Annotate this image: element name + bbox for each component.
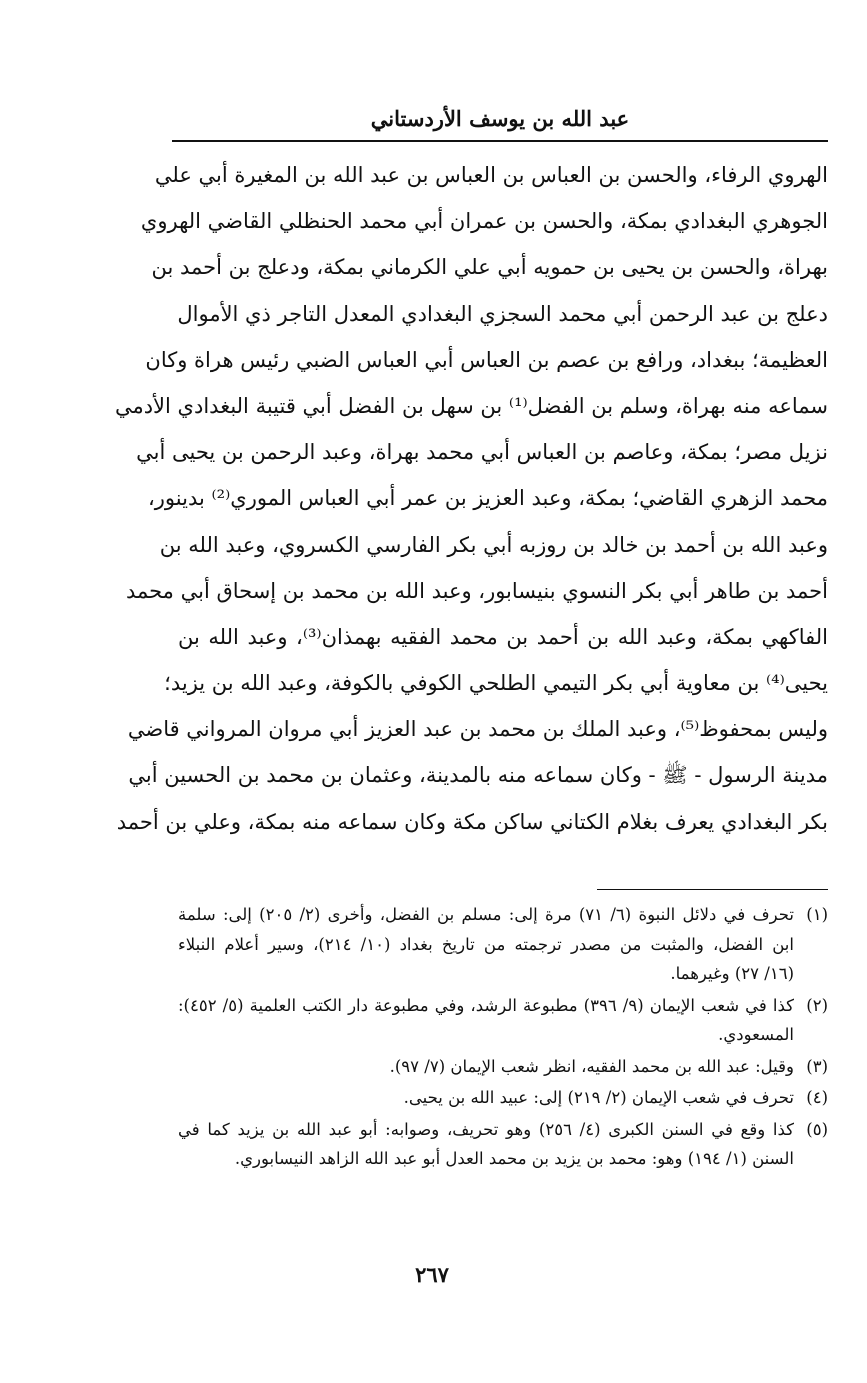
footnote-line: وقيل: عبد الله بن محمد الفقيه، انظر شعب الإيمان (٧/ ٩٧). — [389, 1056, 794, 1076]
footnote-number: (١) — [806, 905, 828, 924]
main-text — [114, 152, 828, 845]
footnote-number: (٣) — [806, 1056, 828, 1076]
text-line: محمد الزهري القاضي؛ بمكة، وعبد العزيز بن عمر أبي العباس الموري⁽²⁾ بدينور، — [148, 486, 828, 511]
text-line: أحمد بن طاهر أبي بكر النسوي بنيسابور، وعبد الله بن محمد بن إسحاق أبي محمد — [125, 578, 828, 603]
footnote-line: ابن الفضل، والمثبت من مصدر ترجمته من تاريخ بغداد (١٠/ ٢١٤)، وسير أعلام النبلاء — [178, 934, 794, 954]
text-line: وليس بمحفوظ⁽⁵⁾، وعبد الملك بن محمد بن عبد العزيز أبي مروان المرواني قاضي — [127, 717, 828, 742]
footnote-line: كذا وقع في السنن الكبرى (٤/ ٢٥٦) وهو تحريف، وصوابه: أبو عبد الله بن يزيد كما في — [178, 1119, 794, 1139]
footnote-1 — [178, 900, 828, 989]
text-line: بكر البغدادي يعرف بغلام الكتاني ساكن مكة وكان سماعه منه بمكة، وعلي بن أحمد — [116, 809, 828, 834]
footnote-line: المسعودي. — [718, 1025, 794, 1044]
text-line: الجوهري البغدادي بمكة، والحسن بن عمران أبي محمد الحنظلي القاضي الهروي — [140, 209, 828, 234]
footnote-line: كذا في شعب الإيمان (٩/ ٣٩٦) مطبوعة الرشد، وفي مطبوعة دار الكتب العلمية (٥/ ٤٥٢): — [178, 995, 794, 1015]
footnote-line: السنن (١/ ١٩٤) وهو: محمد بن يزيد بن محمد العدل أبو عبد الله الزاهد النيسابوري. — [234, 1149, 794, 1168]
text-line: بهراة، والحسن بن يحيى بن حمويه أبي علي الكرماني بمكة، ودعلج بن أحمد بن — [151, 255, 828, 280]
footnote-line: تحرف في شعب الإيمان (٢/ ٢١٩) إلى: عبيد الله بن يحيى. — [403, 1088, 794, 1107]
running-head: عبد الله بن يوسف الأردستاني — [370, 106, 630, 131]
footnote-line: تحرف في دلائل النبوة (٦/ ٧١) مرة إلى: مسلم بن الفضل، وأخرى (٢/ ٢٠٥) إلى: سلمة — [178, 905, 794, 924]
text-line: الفاكهي بمكة، وعبد الله بن أحمد بن محمد الفقيه بهمذان⁽³⁾، وعبد الله بن — [178, 624, 828, 649]
header-rule — [172, 140, 828, 142]
text-line: الهروي الرفاء، والحسن بن العباس بن العباس بن عبد الله بن المغيرة أبي علي — [154, 163, 828, 187]
text-line: يحيى⁽⁴⁾ بن معاوية أبي بكر التيمي الطلحي الكوفي بالكوفة، وعبد الله بن يزيد؛ — [164, 671, 828, 696]
text-line: العظيمة؛ ببغداد، ورافع بن عصم بن العباس أبي العباس الضبي رئيس هراة وكان — [145, 347, 828, 372]
footnotes — [178, 900, 828, 1174]
footnote-number: (٤) — [806, 1088, 828, 1107]
footnote-number: (٥) — [806, 1119, 828, 1139]
footnote-2 — [178, 991, 828, 1050]
footnote-line: (١٦/ ٢٧) وغيرهما. — [670, 964, 794, 983]
footnote-3 — [178, 1052, 828, 1082]
page-number: ٢٦٧ — [415, 1262, 449, 1287]
text-line: مدينة الرسول - ﷺ - وكان سماعه منه بالمدينة، وعثمان بن محمد بن الحسين أبي — [128, 763, 828, 788]
footnote-5 — [178, 1115, 828, 1174]
text-line: دعلج بن عبد الرحمن أبي محمد السجزي البغدادي المعدل التاجر ذي الأموال — [177, 301, 828, 326]
text-line: وعبد الله بن أحمد بن خالد بن روزبه أبي بكر الفارسي الكسروي، وعبد الله بن — [159, 532, 828, 557]
text-line: نزيل مصر؛ بمكة، وعاصم بن العباس أبي محمد بهراة، وعبد الرحمن بن يحيى أبي — [136, 440, 828, 465]
footnote-4 — [178, 1083, 828, 1113]
footnote-separator — [597, 889, 828, 890]
text-line: سماعه منه بهراة، وسلم بن الفضل⁽¹⁾ بن سهل بن الفضل أبي قتيبة البغدادي الأدمي — [114, 393, 828, 418]
footnote-number: (٢) — [806, 995, 828, 1015]
